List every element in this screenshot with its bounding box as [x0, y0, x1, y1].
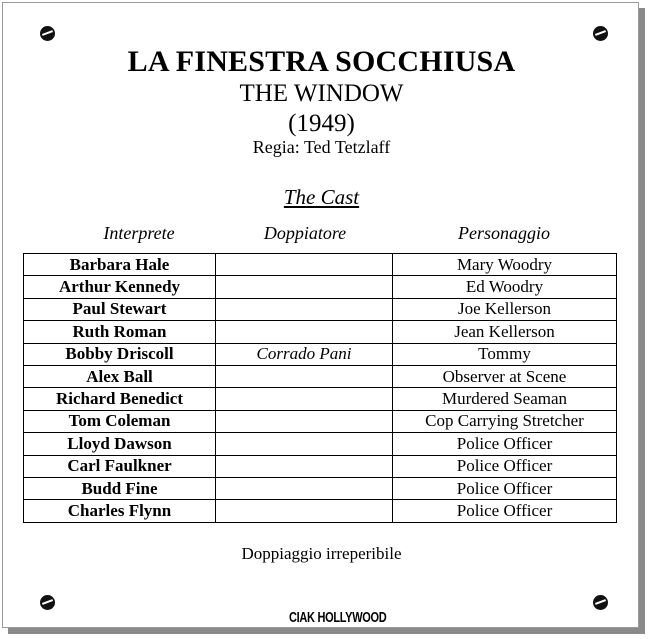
cast-dubber-cell: [216, 410, 393, 432]
cast-heading: The Cast: [283, 185, 360, 209]
cast-dubber-cell: [216, 321, 393, 343]
cast-role-cell: Joe Kellerson: [393, 298, 617, 320]
movie-title: LA FINESTRA SOCCHIUSA: [127, 45, 516, 78]
cast-role-cell: Police Officer: [393, 455, 617, 477]
cast-dubber-cell: [216, 276, 393, 298]
cast-role-cell: Murdered Seaman: [393, 388, 617, 410]
cast-dubber-cell: [216, 254, 393, 276]
table-row: [24, 410, 617, 432]
cast-dubber-cell: [216, 298, 393, 320]
cast-plaque: [2, 2, 639, 628]
cast-actor-cell: Carl Faulkner: [24, 455, 216, 477]
cast-actor-cell: Arthur Kennedy: [24, 276, 216, 298]
cast-role-cell: Police Officer: [393, 500, 617, 522]
table-row: [24, 455, 617, 477]
cast-actor-cell: Richard Benedict: [24, 388, 216, 410]
cast-actor-cell: Ruth Roman: [24, 321, 216, 343]
footer-note: Doppiaggio irreperibile: [241, 544, 402, 563]
screw-top-left-icon: [40, 26, 55, 41]
original-title: THE WINDOW: [239, 80, 404, 107]
cast-role-cell: Ed Woodry: [393, 276, 617, 298]
cast-actor-cell: Tom Coleman: [24, 410, 216, 432]
cast-role-cell: Police Officer: [393, 433, 617, 455]
column-header-doppiatore: Doppiatore: [263, 223, 347, 243]
column-header-personaggio: Personaggio: [458, 223, 550, 243]
director-credit: Regia: Ted Tetzlaff: [252, 137, 391, 157]
cast-role-cell: Cop Carrying Stretcher: [393, 410, 617, 432]
screw-top-right-icon: [593, 26, 608, 41]
table-row: [24, 254, 617, 276]
table-row: [24, 388, 617, 410]
cast-dubber-cell: [216, 388, 393, 410]
table-row: [24, 500, 617, 522]
table-row: [24, 365, 617, 387]
cast-dubber-cell: Corrado Pani: [216, 343, 393, 365]
cast-role-cell: Observer at Scene: [393, 365, 617, 387]
table-row: [24, 433, 617, 455]
cast-dubber-cell: [216, 455, 393, 477]
cast-actor-cell: Lloyd Dawson: [24, 433, 216, 455]
cast-table: [23, 253, 617, 523]
cast-actor-cell: Paul Stewart: [24, 298, 216, 320]
cast-actor-cell: Budd Fine: [24, 477, 216, 499]
cast-dubber-cell: [216, 500, 393, 522]
cast-dubber-cell: [216, 477, 393, 499]
cast-actor-cell: Bobby Driscoll: [24, 343, 216, 365]
table-row: [24, 276, 617, 298]
cast-role-cell: Police Officer: [393, 477, 617, 499]
ciak-hollywood-logo: CIAK HOLLYWOOD: [289, 610, 387, 626]
cast-actor-cell: Barbara Hale: [24, 254, 216, 276]
table-row: [24, 321, 617, 343]
cast-table-body: [24, 254, 617, 523]
screw-bottom-right-icon: [593, 595, 608, 610]
cast-dubber-cell: [216, 365, 393, 387]
release-year: (1949): [288, 110, 355, 137]
cast-role-cell: Mary Woodry: [393, 254, 617, 276]
cast-role-cell: Jean Kellerson: [393, 321, 617, 343]
column-header-interprete: Interprete: [103, 223, 175, 243]
cast-actor-cell: Alex Ball: [24, 365, 216, 387]
cast-dubber-cell: [216, 433, 393, 455]
table-row: [24, 298, 617, 320]
table-row: [24, 343, 617, 365]
screw-bottom-left-icon: [40, 595, 55, 610]
cast-actor-cell: Charles Flynn: [24, 500, 216, 522]
table-row: [24, 477, 617, 499]
cast-role-cell: Tommy: [393, 343, 617, 365]
